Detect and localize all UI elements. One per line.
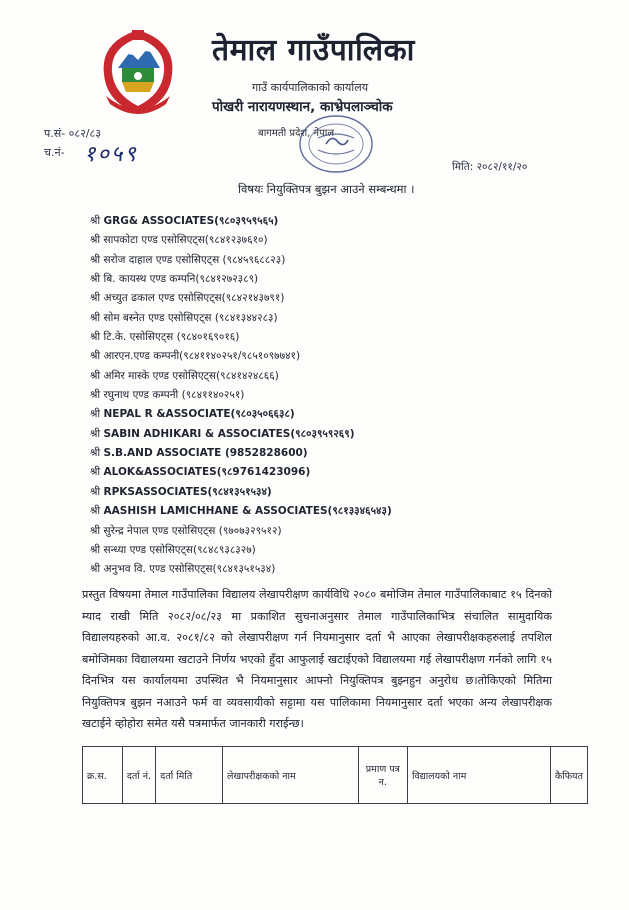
col-registration-no: दर्ता नं. xyxy=(122,747,156,804)
table-header-row xyxy=(83,747,588,804)
recipient-item: श्री सापकोटा एण्ड एसोसिएट्स(९८४१२३७६१०) xyxy=(90,234,268,247)
recipient-item: श्री AASHISH LAMICHHANE & ASSOCIATES(९८१३३४६५४३) xyxy=(90,505,392,518)
recipient-item: श्री सन्ध्या एण्ड एसोसिएट्स(९८४८९३८३२७) xyxy=(90,543,256,556)
recipient-item: श्री अच्युत ढकाल एण्ड एसोसिएट्स(९८४२१४३७९१) xyxy=(90,292,285,305)
body-paragraph: प्रस्तुत विषयमा तेमाल गाउँपालिका विद्यालय लेखापरीक्षण कार्यविधि २०८० बमोजिम तेमाल गाउँपालिकाबाट १५ दिनको म्याद राखी मिति २०८२/०८/२३ मा प्रकाशित सुचनाअनुसार तेमाल गाउँपालिकाभित्र संचालित सामुदायिक विद्यालयहरुको आ.व. २०८१/८२ को लेखापरीक्षण गर्न नियमानुसार दर्ता भै आएका लेखापरीक्षकहरुलाई तपशिल बमोजिमका विद्यालयमा खटाउने निर्णय भएको हुँदा आफुलाई खटाईएको विद्यालयमा गई लेखापरीक्षण गर्नको लागि १५ दिनभित्र यस कार्यालयमा उपस्थित भै नियमानुसार आफ्नो नियुक्तिपत्र बुझ्नहुन अनुरोध छ।तोकिएको मितिमा नियुक्तिपत्र बुझन नआउने फर्म वा व्यवसायीको सट्टामा यस पालिकामा नियमानुसार दर्ता भएका अन्य लेखापरीक्षक खटाईने व्होहोरा समेत यसै पत्रमार्फत जानकारी गराईन्छ। xyxy=(82,588,552,730)
letter-subject: विषयः नियुक्तिपत्र बुझन आउने सम्बन्धमा । xyxy=(238,182,415,196)
col-registration-date: दर्ता मिति xyxy=(156,747,223,804)
recipient-item: श्री सोम बस्नेत एण्ड एसोसिएट्स (९८४१३४४२८३) xyxy=(90,311,278,324)
recipient-list xyxy=(90,212,550,580)
col-auditor-name: लेखापरीक्षकको नाम xyxy=(222,747,358,804)
col-school-name: विद्यालयको नाम xyxy=(407,747,550,804)
letter-number: प.सं- ०८२/८३ xyxy=(44,127,101,140)
recipient-item: श्री सुरेन्द्र नेपाल एण्ड एसोसिएट्स (९७०७३२९५१२) xyxy=(90,524,282,537)
office-stamp-icon xyxy=(296,112,376,176)
letter-date: मिति: २०८२/११/२० xyxy=(452,161,528,173)
recipient-item: श्री टि.के. एसोसिएट्स (९८४०१६९०१६) xyxy=(90,331,240,344)
recipient-item: श्री GRG& ASSOCIATES(९८०३९५९५६५) xyxy=(90,215,279,227)
province-name: बागमती प्रदेश, नेपाल xyxy=(258,128,335,139)
nepal-emblem-icon xyxy=(92,22,184,120)
recipient-item: श्री बि. कायस्थ एण्ड कम्पनि(९८४१२७२३८९) xyxy=(90,273,259,286)
recipient-item: श्री रघुनाथ एण्ड कम्पनी (९८४११४०२५१) xyxy=(90,389,245,402)
office-location: पोखरी नारायणस्थान, काभ्रेपलाञ्चोक xyxy=(212,99,393,115)
recipient-item: श्री ALOK&ASSOCIATES(९८9761423096) xyxy=(90,466,311,479)
recipient-item: श्री SABIN ADHIKARI & ASSOCIATES(९८०३९५९२६९) xyxy=(90,427,355,440)
dispatch-number: १०५९ xyxy=(84,142,138,167)
recipient-item: श्री S.B.AND ASSOCIATE (9852828600) xyxy=(90,447,308,460)
recipient-item: श्री RPKSASSOCIATES(९८४१३५१५३४) xyxy=(90,485,272,498)
office-name: गाउँ कार्यपालिकाको कार्यालय xyxy=(252,81,369,94)
recipient-item: श्री अनुभव वि. एण्ड एसोसिएट्स(९८४१३५१५३४) xyxy=(90,563,276,576)
dispatch-label: च.नं- xyxy=(44,146,65,159)
col-serial: क्र.स. xyxy=(83,747,123,804)
recipient-item: श्री सरोज दाहाल एण्ड एसोसिएट्स (९८४५९६८८२३) xyxy=(90,253,286,266)
col-certificate-no: प्रमाण पत्र न. xyxy=(358,747,407,804)
col-remarks: कैफियत xyxy=(550,747,587,804)
assignment-table xyxy=(82,746,588,804)
organization-name: तेमाल गाउँपालिका xyxy=(212,33,415,68)
recipient-item: श्री अमिर मास्के एण्ड एसोसिएट्स(९८४१४२४८६६) xyxy=(90,369,279,382)
recipient-item: श्री आरएन.एण्ड कम्पनी(९८४११४०२५१/९८५१०९७७४१) xyxy=(90,350,301,363)
recipient-item: श्री NEPAL R &ASSOCIATE(९८०३५०६६३८) xyxy=(90,408,295,421)
